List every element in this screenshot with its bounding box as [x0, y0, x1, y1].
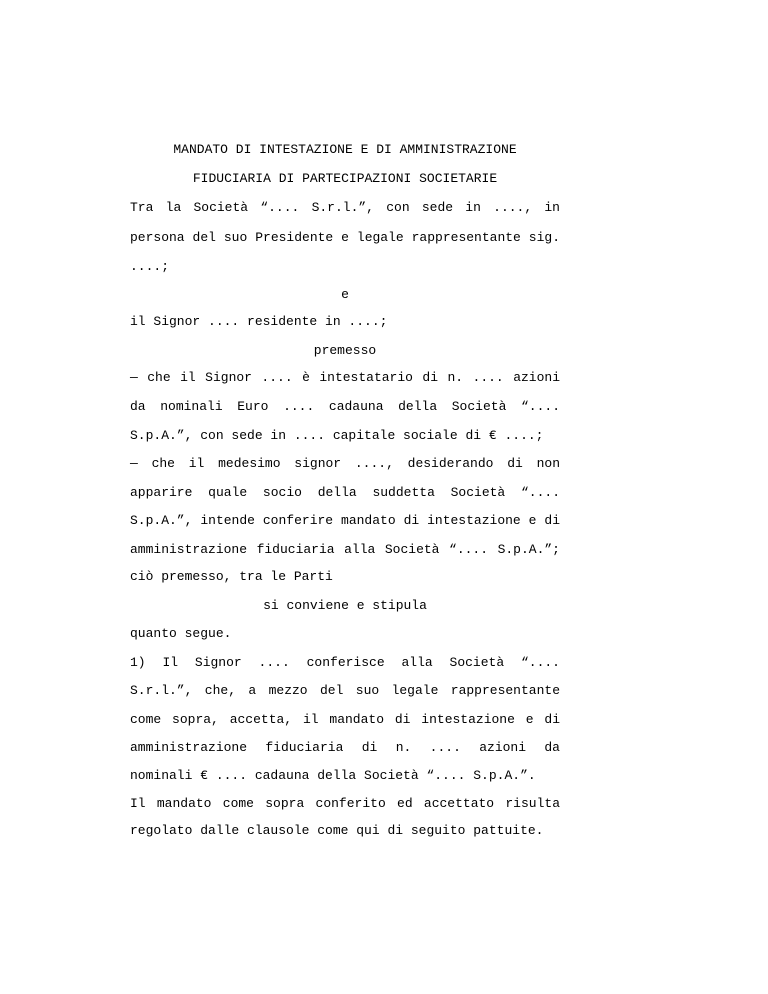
document-title-line-1: MANDATO DI INTESTAZIONE E DI AMMINISTRAZIONE — [173, 142, 517, 157]
text-line: persona del suo Presidente e legale rappresentante sig. — [130, 230, 560, 245]
text-line: regolato dalle clausole come qui di seguito pattuite. — [130, 823, 544, 838]
text-line: Il mandato come sopra conferito ed accettato risulta — [130, 796, 560, 811]
text-line: Tra la Società “.... S.r.l.”, con sede in ...., in — [130, 200, 560, 215]
text-line: apparire quale socio della suddetta Società “.... — [130, 485, 560, 500]
text-line: da nominali Euro .... cadauna della Società “.... — [130, 399, 560, 414]
text-line: 1) Il Signor .... conferisce alla Società “.... — [130, 655, 560, 670]
text-line: nominali € .... cadauna della Società “.... S.p.A.”. — [130, 768, 536, 783]
text-line: come sopra, accetta, il mandato di intestazione e di — [130, 712, 560, 727]
text-line: S.r.l.”, che, a mezzo del suo legale rappresentante — [130, 683, 560, 698]
text-line: il Signor .... residente in ....; — [130, 314, 388, 329]
text-line: amministrazione fiduciaria di n. .... azioni da — [130, 740, 560, 755]
section-heading: e — [341, 287, 349, 302]
section-heading: premesso — [313, 343, 377, 358]
section-heading: si conviene e stipula — [263, 598, 427, 613]
document-title-line-2: FIDUCIARIA DI PARTECIPAZIONI SOCIETARIE — [192, 171, 498, 186]
text-line: S.p.A.”, con sede in .... capitale sociale di € ....; — [130, 428, 544, 443]
text-line: — che il medesimo signor ...., desiderando di non — [130, 456, 560, 471]
text-line: ....; — [130, 259, 170, 274]
text-line: — che il Signor .... è intestatario di n. .... azioni — [130, 370, 560, 385]
text-line: S.p.A.”, intende conferire mandato di intestazione e di — [130, 513, 560, 528]
text-line: ciò premesso, tra le Parti — [130, 569, 333, 584]
text-line: amministrazione fiduciaria alla Società “.... S.p.A.”; — [130, 542, 560, 557]
text-line: quanto segue. — [130, 626, 232, 641]
